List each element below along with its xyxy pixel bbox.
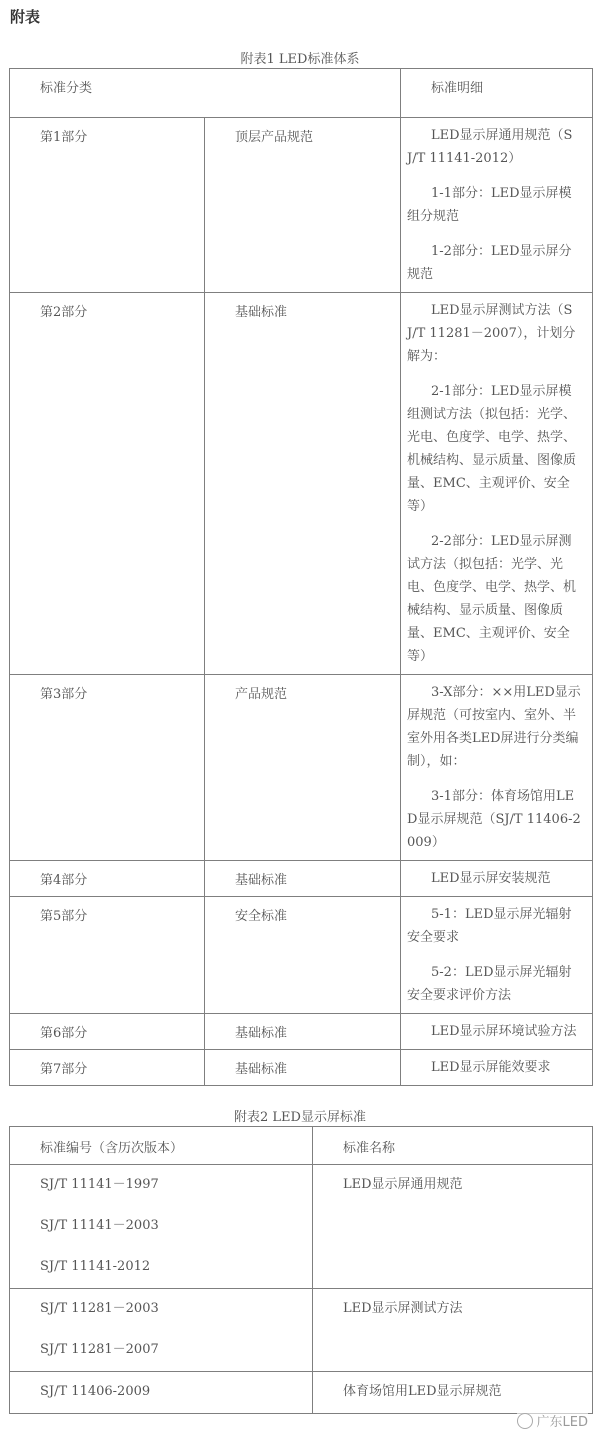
standard-name-cell: 体育场馆用LED显示屏规范: [313, 1372, 593, 1414]
led-display-standards-table: [9, 1126, 593, 1414]
table2-row: [10, 1372, 593, 1414]
appendix-heading: 附表: [10, 8, 41, 26]
table2-row: [10, 1289, 593, 1372]
table1-row: [10, 675, 593, 861]
standard-number: SJ/T 11281－2003: [40, 1301, 159, 1316]
led-standard-system-table: [9, 68, 593, 1086]
detail-cell: [401, 675, 593, 861]
detail-text: 1-1部分：LED显示屏模组分规范: [407, 186, 572, 224]
detail-cell: [401, 1014, 593, 1050]
detail-cell: [401, 861, 593, 897]
standard-number: SJ/T 11281－2007: [40, 1342, 159, 1357]
detail-text: LED显示屏环境试验方法: [431, 1024, 577, 1039]
table1-row: [10, 1014, 593, 1050]
wechat-icon: [517, 1413, 533, 1429]
header-detail: 标准明细: [401, 69, 593, 118]
type-cell: 基础标准: [205, 293, 401, 675]
header-category: 标准分类: [10, 69, 401, 118]
type-cell: 基础标准: [205, 1050, 401, 1086]
detail-text: LED显示屏能效要求: [431, 1060, 551, 1075]
detail-text: 3-X部分：××用LED显示屏规范（可按室内、室外、半室外用各类LED屏进行分类编制），如：: [407, 685, 581, 769]
type-cell: 基础标准: [205, 1014, 401, 1050]
table1-header-row: [10, 69, 593, 118]
detail-text: 2-1部分：LED显示屏模组测试方法（拟包括：光学、光电、色度学、电学、热学、机械结构、显示质量、图像质量、EMC、主观评价、安全等）: [407, 384, 577, 514]
part-cell: 第4部分: [10, 861, 205, 897]
detail-cell: [401, 118, 593, 293]
detail-cell: [401, 1050, 593, 1086]
table1-row: [10, 1050, 593, 1086]
standard-number-cell: [10, 1372, 313, 1414]
detail-cell: [401, 293, 593, 675]
standard-number-cell: [10, 1289, 313, 1372]
standard-number-cell: [10, 1165, 313, 1289]
detail-cell: [401, 897, 593, 1014]
type-cell: 产品规范: [205, 675, 401, 861]
detail-text: 5-1：LED显示屏光辐射安全要求: [407, 907, 572, 945]
detail-text: 5-2：LED显示屏光辐射安全要求评价方法: [407, 965, 572, 1003]
detail-text: LED显示屏测试方法（SJ/T 11281－2007），计划分解为：: [407, 303, 576, 364]
standard-number: SJ/T 11141-2012: [40, 1259, 151, 1274]
table1-row: [10, 897, 593, 1014]
header-number: 标准编号（含历次版本）: [10, 1127, 313, 1165]
detail-text: 2-2部分：LED显示屏测试方法（拟包括：光学、光电、色度学、电学、热学、机械结构、显示质量、图像质量、EMC、主观评价、安全等）: [407, 534, 577, 664]
detail-text: LED显示屏安装规范: [431, 871, 551, 886]
table2-row: [10, 1165, 593, 1289]
part-cell: 第6部分: [10, 1014, 205, 1050]
part-cell: 第5部分: [10, 897, 205, 1014]
detail-text: 1-2部分：LED显示屏分规范: [407, 244, 572, 282]
table1-row: [10, 118, 593, 293]
table1-row: [10, 293, 593, 675]
detail-text: LED显示屏通用规范（SJ/T 11141-2012）: [407, 128, 573, 166]
table2-caption: 附表2 LED显示屏标准: [234, 1110, 366, 1125]
table1-row: [10, 861, 593, 897]
header-name: 标准名称: [313, 1127, 593, 1165]
part-cell: 第3部分: [10, 675, 205, 861]
standard-number: SJ/T 11406-2009: [40, 1384, 151, 1399]
part-cell: 第1部分: [10, 118, 205, 293]
watermark: 广东LED: [517, 1411, 588, 1430]
standard-number: SJ/T 11141－2003: [40, 1218, 159, 1233]
type-cell: 基础标准: [205, 861, 401, 897]
type-cell: 顶层产品规范: [205, 118, 401, 293]
standard-name-cell: LED显示屏通用规范: [313, 1165, 593, 1289]
type-cell: 安全标准: [205, 897, 401, 1014]
standard-number: SJ/T 11141－1997: [40, 1177, 159, 1192]
standard-name-cell: LED显示屏测试方法: [313, 1289, 593, 1372]
detail-text: 3-1部分：体育场馆用LED显示屏规范（SJ/T 11406-2009）: [407, 789, 581, 850]
part-cell: 第2部分: [10, 293, 205, 675]
table2-header-row: [10, 1127, 593, 1165]
table1-caption: 附表1 LED标准体系: [240, 52, 360, 67]
part-cell: 第7部分: [10, 1050, 205, 1086]
